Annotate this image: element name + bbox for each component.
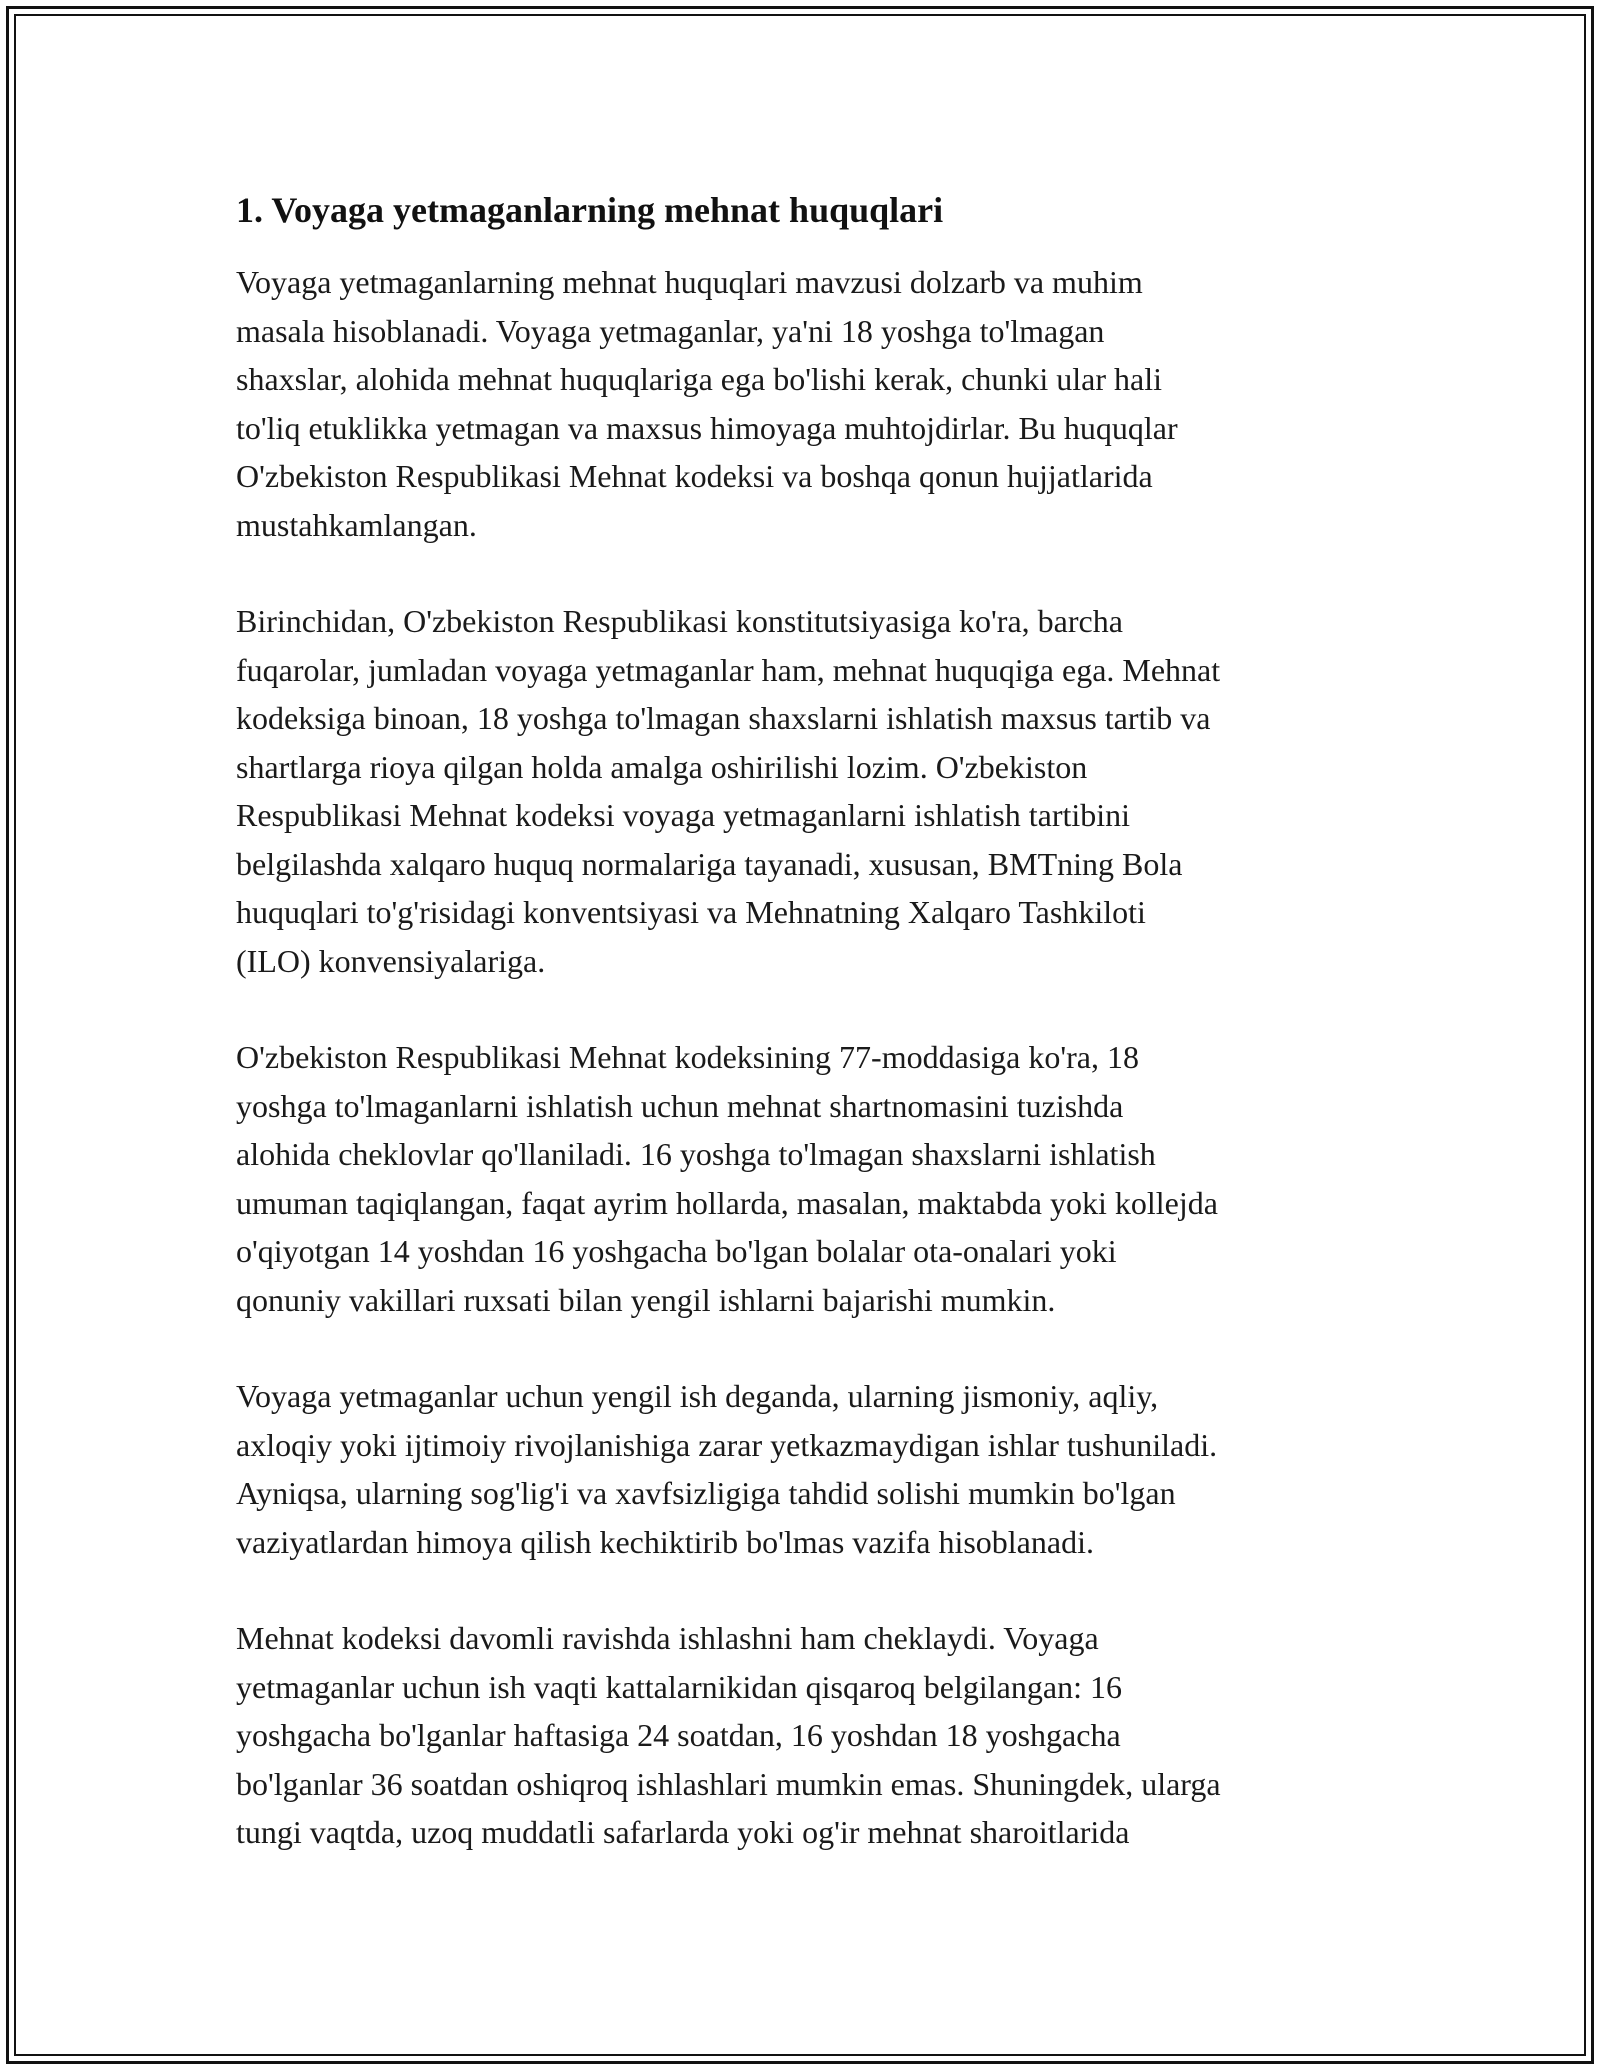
text-line: bo'lganlar 36 soatdan oshiqroq ishlashlari mumkin emas. Shuningdek, ularga <box>236 1765 1221 1802</box>
text-line: Birinchidan, O'zbekiston Respublikasi konstitutsiyasiga ko'ra, barcha <box>236 603 1123 639</box>
paragraph-2 <box>236 597 1366 985</box>
text-line: umuman taqiqlangan, faqat ayrim hollarda, masalan, maktabda yoki kollejda <box>236 1184 1218 1221</box>
text-line: belgilashda xalqaro huquq normalariga tayanadi, xususan, BMTning Bola <box>236 845 1183 882</box>
text-line: qonuniy vakillari ruxsati bilan yengil ishlarni bajarishi mumkin. <box>236 1281 1056 1318</box>
text-line: Respublikasi Mehnat kodeksi voyaga yetmaganlarni ishlatish tartibini <box>236 797 1131 833</box>
paragraph-5 <box>236 1614 1366 1857</box>
text-line: Voyaga yetmaganlarning mehnat huquqlari mavzusi dolzarb va muhim <box>236 264 1143 300</box>
text-line: alohida cheklovlar qo'llaniladi. 16 yoshga to'lmagan shaxslarni ishlatish <box>236 1136 1156 1172</box>
text-line: yoshga to'lmaganlarni ishlatish uchun mehnat shartnomasini tuzishda <box>236 1087 1124 1124</box>
text-line: (ILO) konvensiyalariga. <box>236 942 546 979</box>
text-line: shartlarga rioya qilgan holda amalga oshirilishi lozim. O'zbekiston <box>236 748 1088 785</box>
text-line: Ayniqsa, ularning sog'lig'i va xavfsizligiga tahdid solishi mumkin bo'lgan <box>236 1475 1176 1511</box>
text-line: axloqiy yoki ijtimoiy rivojlanishiga zarar yetkazmaydigan ishlar tushuniladi. <box>236 1426 1218 1463</box>
document-body <box>236 186 1366 1905</box>
section-heading: 1. Voyaga yetmaganlarning mehnat huquqlari <box>236 190 944 230</box>
text-line: Mehnat kodeksi davomli ravishda ishlashni ham cheklaydi. Voyaga <box>236 1620 1099 1656</box>
text-line: O'zbekiston Respublikasi Mehnat kodeksining 77-moddasiga ko'ra, 18 <box>236 1039 1139 1075</box>
text-line: masala hisoblanadi. Voyaga yetmaganlar, ya'ni 18 yoshga to'lmagan <box>236 312 1105 349</box>
paragraph-1 <box>236 258 1366 549</box>
text-line: o'qiyotgan 14 yoshdan 16 yoshgacha bo'lgan bolalar ota-onalari yoki <box>236 1233 1117 1269</box>
text-line: tungi vaqtda, uzoq muddatli safarlarda yoki og'ir mehnat sharoitlarida <box>236 1814 1130 1850</box>
paragraph-4 <box>236 1372 1366 1566</box>
text-line: yoshgacha bo'lganlar haftasiga 24 soatdan, 16 yoshdan 18 yoshgacha <box>236 1717 1121 1753</box>
text-line: huquqlari to'g'risidagi konventsiyasi va Mehnatning Xalqaro Tashkiloti <box>236 894 1146 930</box>
text-line: to'liq etuklikka yetmagan va maxsus himoyaga muhtojdirlar. Bu huquqlar <box>236 409 1178 446</box>
text-line: mustahkamlangan. <box>236 506 477 543</box>
text-line: fuqarolar, jumladan voyaga yetmaganlar ham, mehnat huquqiga ega. Mehnat <box>236 651 1221 688</box>
text-line: vaziyatlardan himoya qilish kechiktirib bo'lmas vazifa hisoblanadi. <box>236 1523 1094 1560</box>
text-line: Voyaga yetmaganlar uchun yengil ish deganda, ularning jismoniy, aqliy, <box>236 1378 1159 1414</box>
text-line: O'zbekiston Respublikasi Mehnat kodeksi va boshqa qonun hujjatlarida <box>236 458 1153 494</box>
paragraph-3 <box>236 1033 1366 1324</box>
text-line: shaxslar, alohida mehnat huquqlariga ega bo'lishi kerak, chunki ular hali <box>236 361 1162 397</box>
text-line: yetmaganlar uchun ish vaqti kattalarnikidan qisqaroq belgilangan: 16 <box>236 1668 1122 1705</box>
text-line: kodeksiga binoan, 18 yoshga to'lmagan shaxslarni ishlatish maxsus tartib va <box>236 700 1211 736</box>
